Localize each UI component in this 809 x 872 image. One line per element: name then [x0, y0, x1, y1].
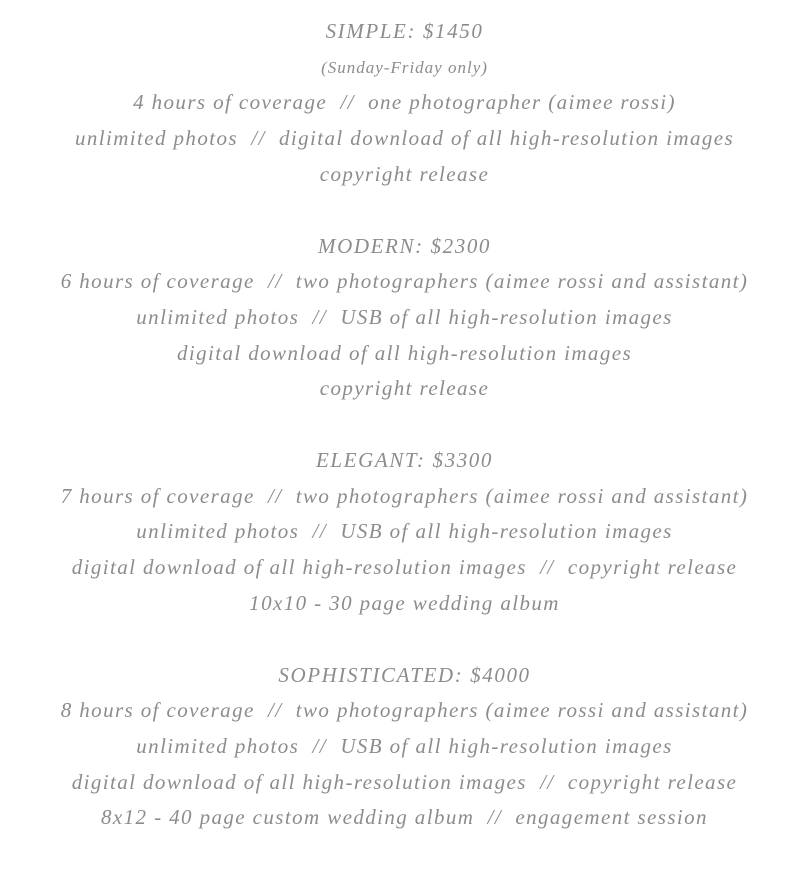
package-sophisticated [0, 658, 809, 837]
pricing-packages [0, 14, 809, 872]
package-title: ELEGANT: $3300 [316, 448, 493, 473]
package-feature-line: 8x12 - 40 page custom wedding album // engagement session [101, 805, 708, 830]
package-title: SOPHISTICATED: $4000 [278, 662, 531, 687]
package-feature-line: 7 hours of coverage // two photographers (aimee rossi and assistant) [60, 483, 749, 508]
package-feature-line: 10x10 - 30 page wedding album [249, 590, 560, 615]
package-simple [0, 14, 809, 193]
package-feature-line: digital download of all high-resolution images // copyright release [71, 555, 738, 580]
package-feature-line: unlimited photos // digital download of all high-resolution images [74, 126, 735, 151]
package-feature-line: unlimited photos // USB of all high-resolution images [136, 733, 673, 758]
package-feature-line: unlimited photos // USB of all high-resolution images [136, 304, 673, 329]
package-feature-line: 6 hours of coverage // two photographers (aimee rossi and assistant) [60, 269, 749, 294]
package-title: MODERN: $2300 [317, 233, 492, 258]
package-feature-line: unlimited photos // USB of all high-resolution images [136, 519, 673, 544]
package-feature-line: copyright release [319, 376, 490, 401]
package-title: SIMPLE: $1450 [325, 19, 484, 43]
package-modern [0, 229, 809, 408]
package-elegant [0, 443, 809, 622]
package-feature-line: digital download of all high-resolution images // copyright release [71, 769, 738, 794]
package-feature-line: copyright release [319, 161, 490, 186]
package-feature-line: 8 hours of coverage // two photographers (aimee rossi and assistant) [60, 698, 749, 723]
package-note: (Sunday-Friday only) [321, 57, 488, 77]
package-feature-line: 4 hours of coverage // one photographer (aimee rossi) [133, 90, 676, 115]
package-feature-line: digital download of all high-resolution images [176, 340, 633, 365]
